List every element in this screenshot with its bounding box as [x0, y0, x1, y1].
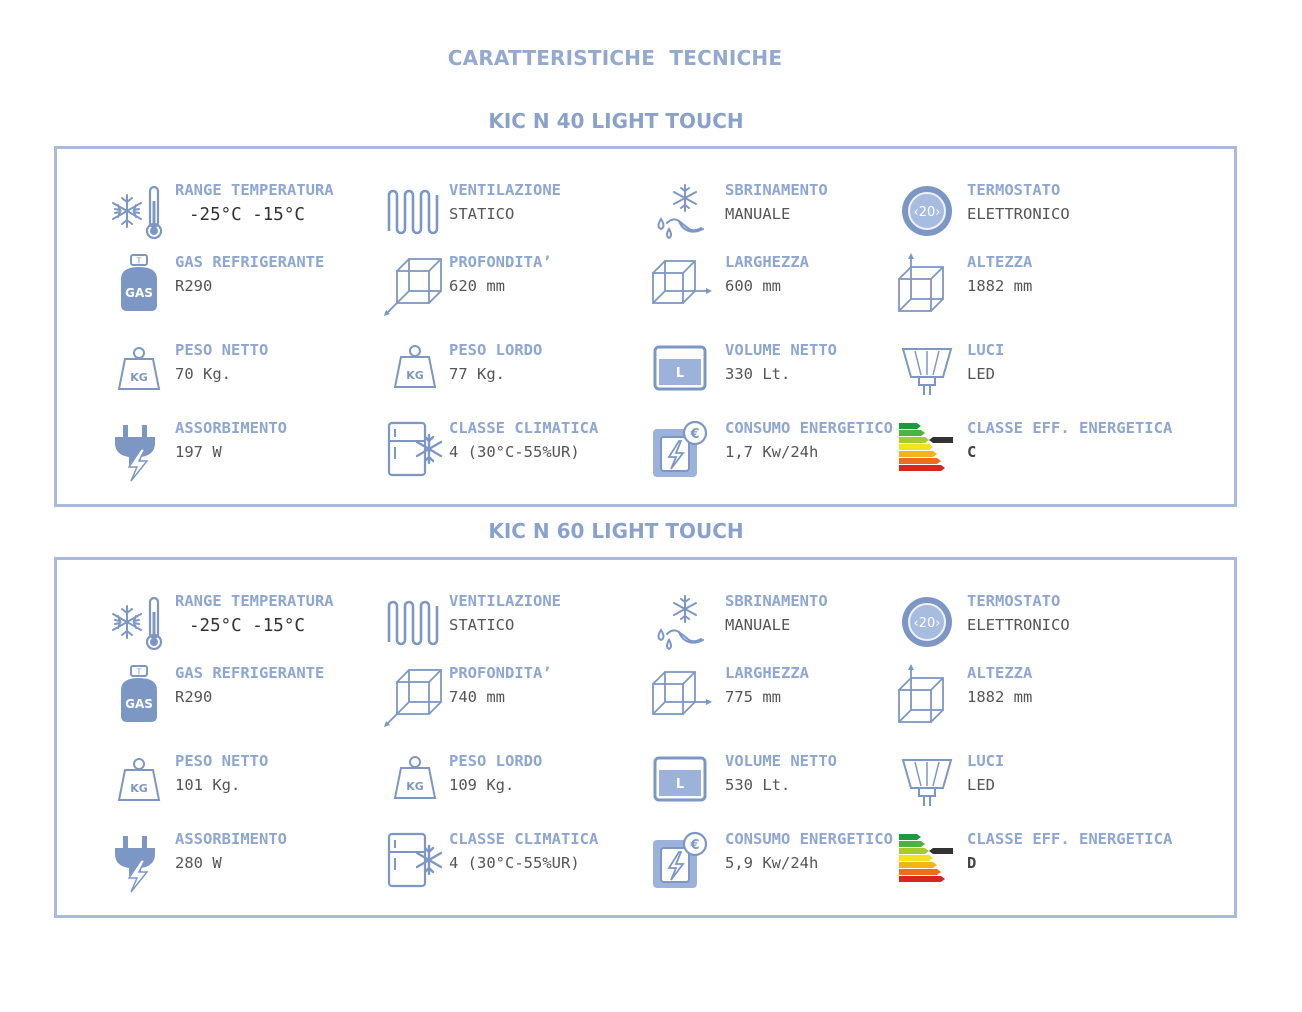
svg-text:€: €	[690, 427, 700, 442]
spec-label: PROFONDITA’	[449, 253, 552, 271]
spec-label: ASSORBIMENTO	[175, 419, 287, 437]
spec-label: VENTILAZIONE	[449, 592, 561, 610]
svg-text:‹20›: ‹20›	[913, 616, 941, 631]
spec-value: ELETTRONICO	[967, 205, 1070, 223]
spec-label: SBRINAMENTO	[725, 592, 828, 610]
spec-value: 4 (30°C-55%UR)	[449, 443, 580, 461]
depth-cube-icon	[383, 253, 447, 317]
spec-label: CLASSE EFF. ENERGETICA	[967, 419, 1173, 437]
spec-item	[895, 341, 1165, 421]
power-plug-icon	[107, 830, 171, 894]
spec-label: PROFONDITA’	[449, 664, 552, 682]
net-weight-icon	[107, 752, 171, 816]
spec-label: CLASSE EFF. ENERGETICA	[967, 830, 1173, 848]
spec-label: LARGHEZZA	[725, 664, 809, 682]
gross-weight-icon	[383, 752, 447, 816]
spec-value: 1,7 Kw/24h	[725, 443, 819, 461]
spec-item	[895, 664, 1165, 744]
model-title-kic-n-60: KIC N 60 LIGHT TOUCH	[488, 519, 744, 543]
spec-item	[107, 664, 377, 744]
spec-item	[895, 253, 1165, 333]
spec-item	[383, 664, 653, 744]
snowflake-thermometer-icon	[107, 592, 171, 656]
energy-consumption-icon	[649, 419, 713, 483]
svg-text:T: T	[136, 256, 142, 266]
spec-label: GAS REFRIGERANTE	[175, 664, 325, 682]
spec-value: 77 Kg.	[449, 365, 505, 383]
spec-value: C	[967, 443, 977, 461]
spec-item	[895, 181, 1165, 261]
defrost-hand-icon	[649, 181, 713, 245]
spec-value: 280 W	[175, 854, 222, 872]
height-cube-icon	[895, 664, 959, 728]
spec-value: 530 Lt.	[725, 776, 791, 794]
spec-label: CLASSE CLIMATICA	[449, 830, 599, 848]
spec-value: 1882 mm	[967, 688, 1033, 706]
spec-item	[649, 181, 919, 261]
page-title: CARATTERISTICHE TECNICHE	[447, 46, 783, 70]
spec-label: GAS REFRIGERANTE	[175, 253, 325, 271]
led-bulb-icon	[895, 341, 959, 405]
volume-icon	[649, 341, 713, 405]
ventilation-coil-icon	[383, 181, 447, 245]
fridge-snowflake-icon	[383, 419, 447, 483]
energy-class-icon	[895, 830, 959, 894]
spec-value: 740 mm	[449, 688, 505, 706]
spec-value: 600 mm	[725, 277, 781, 295]
spec-item	[649, 253, 919, 333]
spec-item	[649, 341, 919, 421]
snowflake-thermometer-icon	[107, 181, 171, 245]
spec-panel-kic-n-40	[54, 146, 1237, 507]
ventilation-coil-icon	[383, 592, 447, 656]
spec-label: CONSUMO ENERGETICO	[725, 419, 893, 437]
spec-value: 5,9 Kw/24h	[725, 854, 819, 872]
spec-value: D	[967, 854, 977, 872]
width-cube-icon	[649, 664, 713, 728]
svg-text:L: L	[675, 366, 685, 381]
svg-text:€: €	[690, 838, 700, 853]
svg-text:T: T	[136, 667, 142, 677]
spec-label: CONSUMO ENERGETICO	[725, 830, 893, 848]
spec-value: LED	[967, 365, 995, 383]
spec-value: 197 W	[175, 443, 222, 461]
spec-item	[649, 752, 919, 832]
spec-value: STATICO	[449, 616, 515, 634]
svg-text:KG: KG	[406, 780, 424, 793]
spec-item	[895, 830, 1173, 910]
spec-value: MANUALE	[725, 205, 791, 223]
energy-consumption-icon	[649, 830, 713, 894]
spec-item	[649, 664, 919, 744]
spec-item	[383, 419, 653, 499]
spec-value: ELETTRONICO	[967, 616, 1070, 634]
thermostat-dial-icon	[895, 592, 959, 656]
spec-item	[649, 419, 919, 499]
svg-text:KG: KG	[406, 369, 424, 382]
spec-label: CLASSE CLIMATICA	[449, 419, 599, 437]
spec-value: -25°C -15°C	[189, 205, 305, 225]
volume-icon	[649, 752, 713, 816]
spec-item	[107, 830, 377, 910]
spec-item	[107, 592, 377, 672]
svg-text:KG: KG	[130, 782, 148, 795]
spec-item	[107, 253, 377, 333]
spec-value: 775 mm	[725, 688, 781, 706]
depth-cube-icon	[383, 664, 447, 728]
spec-item	[383, 752, 653, 832]
spec-value: 70 Kg.	[175, 365, 231, 383]
spec-item	[383, 341, 653, 421]
spec-item	[107, 752, 377, 832]
spec-label: RANGE TEMPERATURA	[175, 592, 334, 610]
width-cube-icon	[649, 253, 713, 317]
spec-label: RANGE TEMPERATURA	[175, 181, 334, 199]
spec-label: ALTEZZA	[967, 664, 1033, 682]
spec-value: LED	[967, 776, 995, 794]
spec-item	[107, 181, 377, 261]
spec-item	[649, 830, 919, 910]
svg-text:GAS: GAS	[125, 697, 153, 711]
spec-label: VENTILAZIONE	[449, 181, 561, 199]
spec-value: 109 Kg.	[449, 776, 515, 794]
spec-value: -25°C -15°C	[189, 616, 305, 636]
spec-panel-kic-n-60	[54, 557, 1237, 918]
spec-value: 4 (30°C-55%UR)	[449, 854, 580, 872]
svg-text:‹20›: ‹20›	[913, 205, 941, 220]
svg-text:KG: KG	[130, 371, 148, 384]
spec-label: VOLUME NETTO	[725, 341, 837, 359]
spec-value: 330 Lt.	[725, 365, 791, 383]
thermostat-dial-icon	[895, 181, 959, 245]
height-cube-icon	[895, 253, 959, 317]
spec-item	[895, 419, 1173, 499]
spec-item	[649, 592, 919, 672]
spec-label: TERMOSTATO	[967, 592, 1061, 610]
led-bulb-icon	[895, 752, 959, 816]
spec-item	[107, 419, 377, 499]
gas-cylinder-icon	[107, 664, 171, 728]
spec-item	[383, 253, 653, 333]
svg-text:L: L	[675, 777, 685, 792]
power-plug-icon	[107, 419, 171, 483]
spec-label: PESO NETTO	[175, 341, 269, 359]
model-title-kic-n-40: KIC N 40 LIGHT TOUCH	[488, 109, 744, 133]
fridge-snowflake-icon	[383, 830, 447, 894]
spec-item	[383, 592, 653, 672]
spec-item	[383, 830, 653, 910]
spec-item	[895, 752, 1165, 832]
spec-label: LUCI	[967, 341, 1005, 359]
spec-value: R290	[175, 277, 213, 295]
defrost-hand-icon	[649, 592, 713, 656]
spec-label: PESO LORDO	[449, 341, 543, 359]
spec-value: 620 mm	[449, 277, 505, 295]
gross-weight-icon	[383, 341, 447, 405]
energy-class-icon	[895, 419, 959, 483]
spec-label: LARGHEZZA	[725, 253, 809, 271]
gas-cylinder-icon	[107, 253, 171, 317]
spec-value: STATICO	[449, 205, 515, 223]
spec-value: MANUALE	[725, 616, 791, 634]
spec-label: ASSORBIMENTO	[175, 830, 287, 848]
spec-value: 1882 mm	[967, 277, 1033, 295]
net-weight-icon	[107, 341, 171, 405]
svg-text:GAS: GAS	[125, 286, 153, 300]
spec-label: PESO NETTO	[175, 752, 269, 770]
spec-value: R290	[175, 688, 213, 706]
spec-label: VOLUME NETTO	[725, 752, 837, 770]
spec-label: LUCI	[967, 752, 1005, 770]
spec-item	[895, 592, 1165, 672]
spec-item	[383, 181, 653, 261]
spec-label: PESO LORDO	[449, 752, 543, 770]
spec-item	[107, 341, 377, 421]
spec-label: TERMOSTATO	[967, 181, 1061, 199]
spec-label: ALTEZZA	[967, 253, 1033, 271]
spec-label: SBRINAMENTO	[725, 181, 828, 199]
spec-value: 101 Kg.	[175, 776, 241, 794]
